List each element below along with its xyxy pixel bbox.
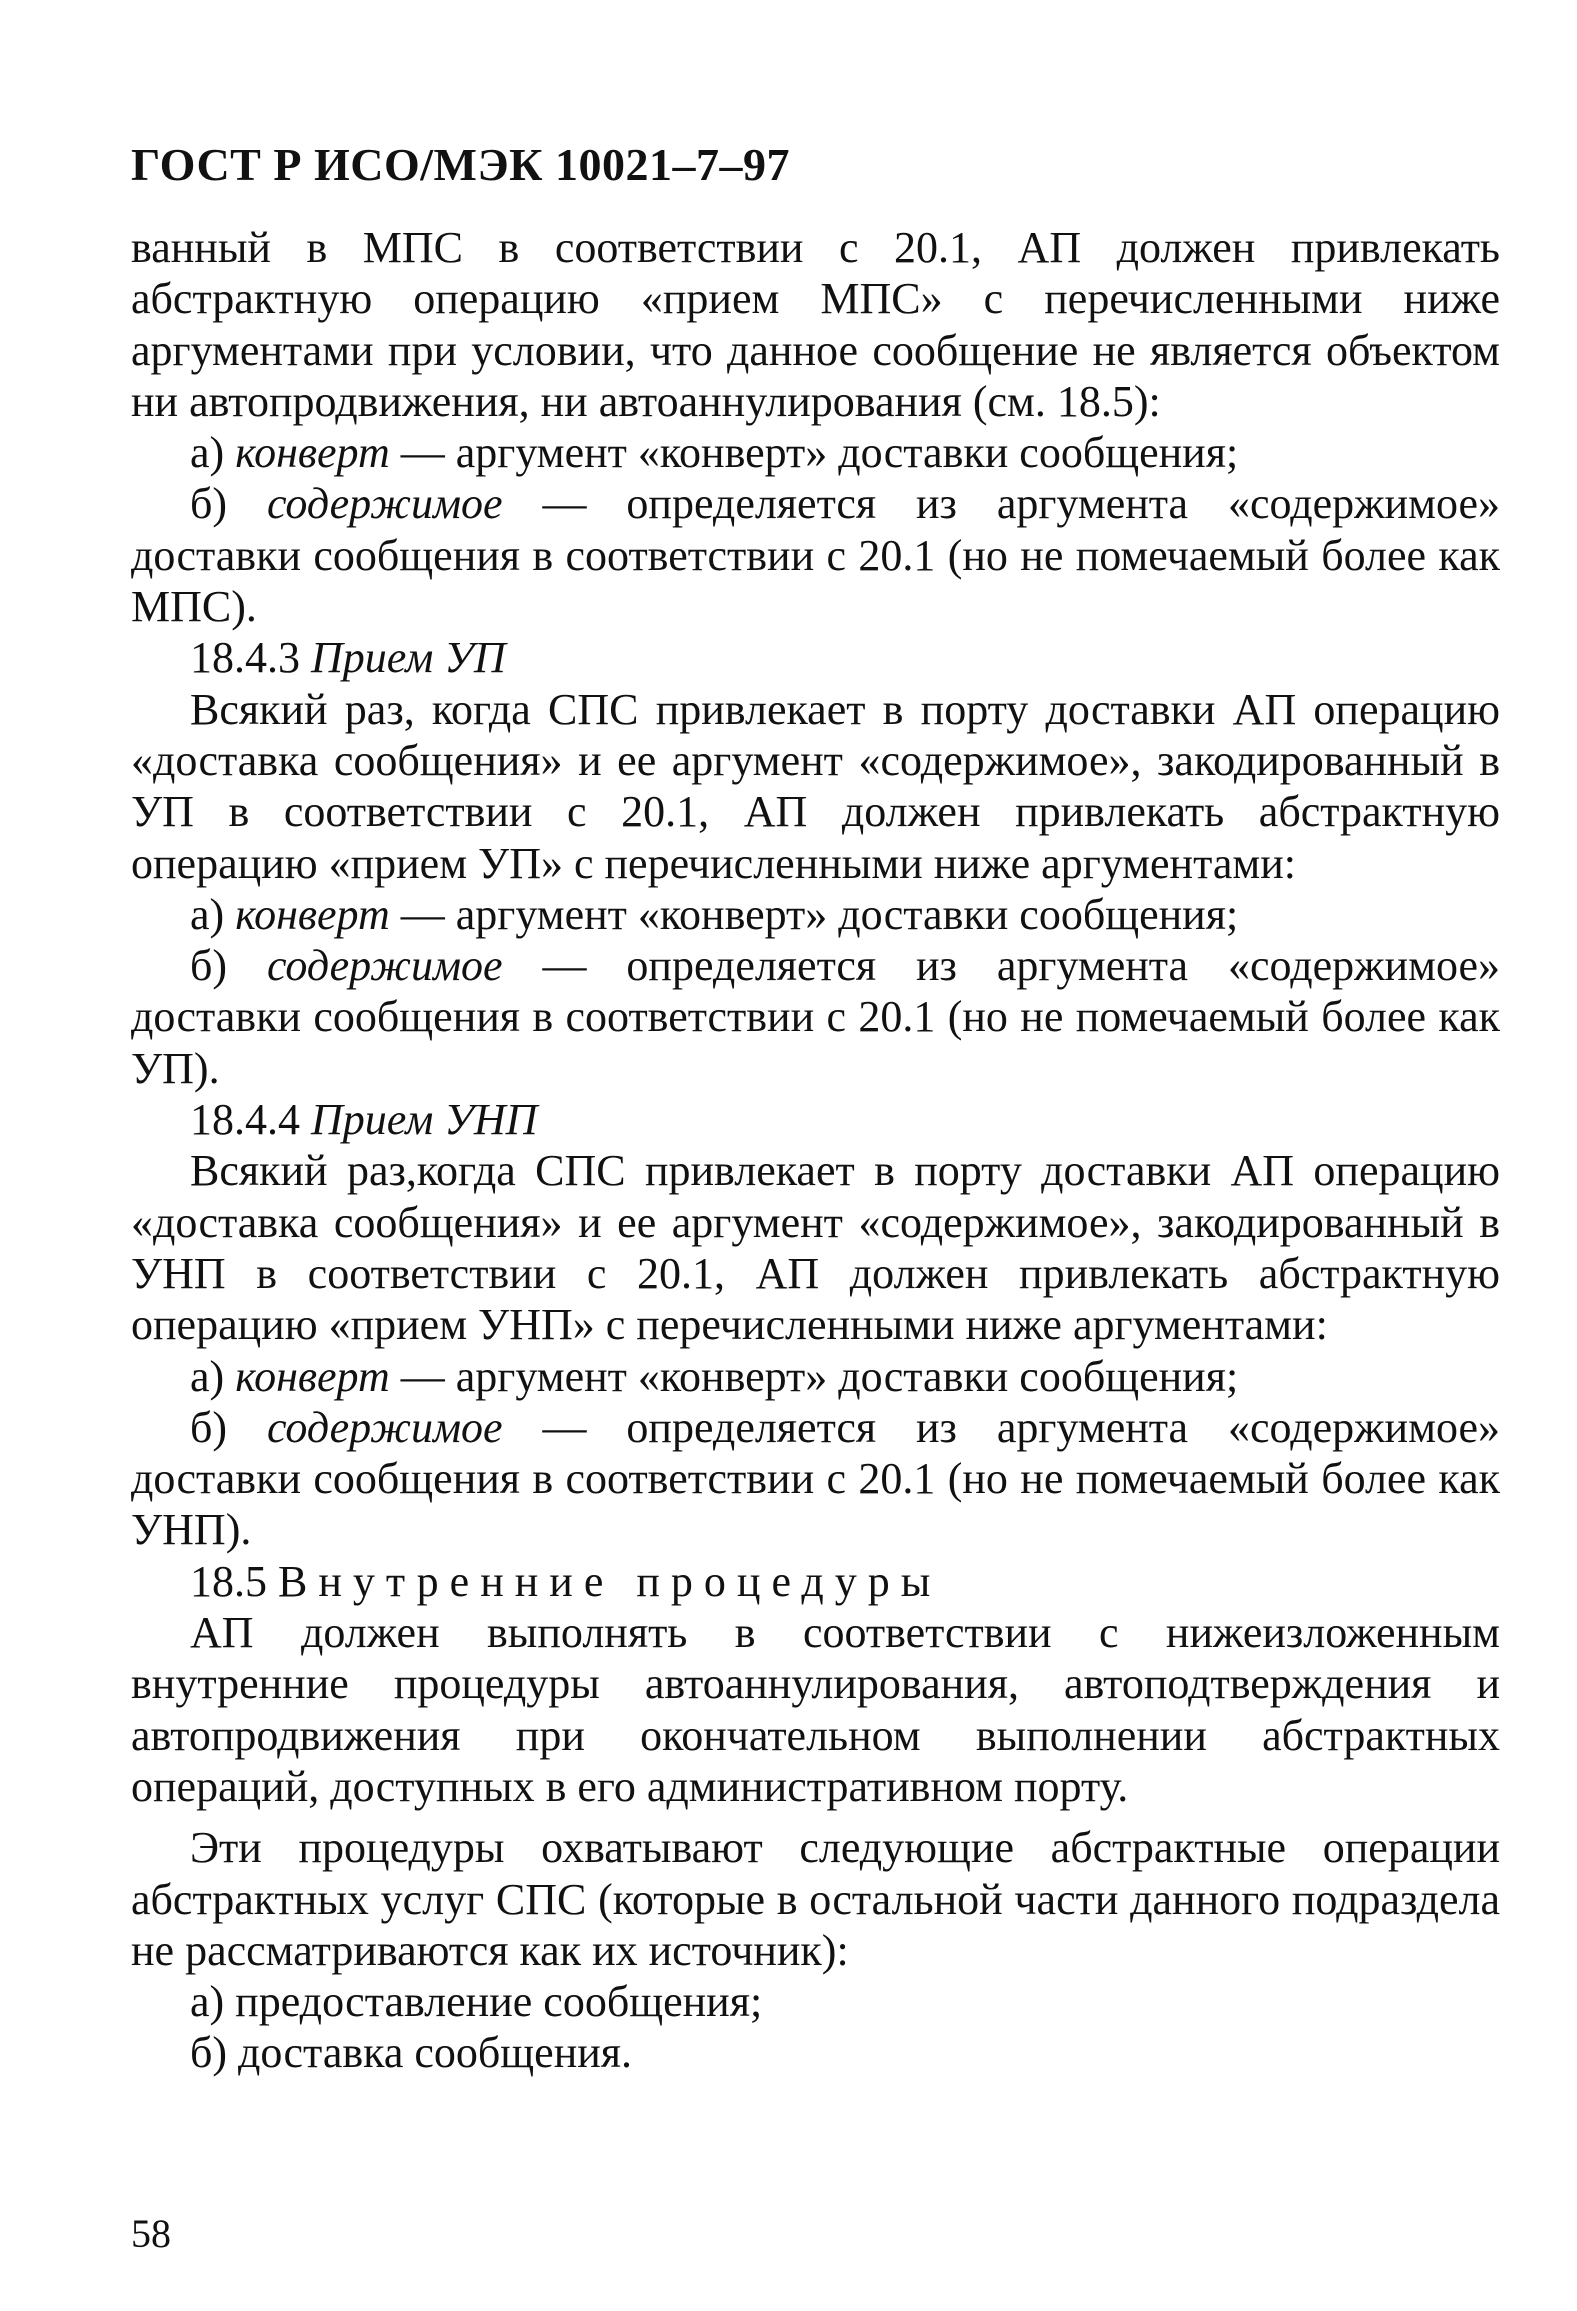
term-italic: содержимое [266,479,503,529]
paragraph-procedures-scope: Эти процедуры охватывают следующие абстрактные операции абстрактных услуг СПС (которые в остальной части данного подраздела не рассматриваются как их источник): [131,1823,1500,1975]
section-heading-18-5 [131,1556,1500,1607]
term-italic: конверт [235,428,390,478]
section-title: Прием УНП [311,1095,538,1145]
list-item-text: — определяется из аргумента «содержимое» доставки сообщения в соответствии с 20.1 (но не помечаемый более как УП). [131,941,1501,1093]
list-item-text: — определяется из аргумента «содержимое» доставки сообщения в соответствии с 20.1 (но не помечаемый более как УНП). [131,1402,1501,1555]
section-title: Внутренние процедуры [278,1556,942,1606]
list-item-b-content [131,940,1500,1094]
section-heading-18-4-4 [131,1094,1500,1145]
list-item-a-envelope [131,1351,1500,1402]
term-italic: содержимое [266,941,503,991]
list-item-a-envelope [131,889,1500,940]
paragraph-receive-up: Всякий раз, когда СПС привлекает в порту доставки АП операцию «доставка сообщения» и ее аргумент «содержимое», закодированный в УП в соответствии с 20.1, АП должен привлекать абстрактную операцию «прием УП» с перечисленными ниже аргументами: [131,684,1500,888]
list-item-b-content [131,478,1500,632]
section-heading-18-4-3 [131,632,1500,683]
section-number: 18.4.4 [190,1095,300,1145]
list-marker: а) [190,1351,225,1401]
list-item-text: — определяется из аргумента «содержимое» доставки сообщения в соответствии с 20.1 (но не помечаемый более как МПС). [131,479,1501,632]
term-italic: конверт [235,1351,390,1401]
document-header: ГОСТ Р ИСО/МЭК 10021–7–97 [131,139,790,190]
document-body [131,222,1500,2079]
list-marker: а) [190,428,225,478]
list-marker: б) [190,1402,228,1452]
section-number: 18.4.3 [190,633,300,683]
list-item-text: — аргумент «конверт» доставки сообщения; [400,1351,1239,1401]
list-item-text: — аргумент «конверт» доставки сообщения; [400,428,1239,478]
list-marker: б) [190,941,228,991]
section-title: Прием УП [311,633,506,683]
list-item-text: — аргумент «конверт» доставки сообщения; [400,889,1239,939]
list-item-a-envelope [131,427,1500,478]
section-number: 18.5 [190,1556,267,1606]
term-italic: содержимое [266,1402,503,1452]
paragraph-continued: ванный в МПС в соответствии с 20.1, АП должен привлекать абстрактную операцию «прием МПС» с перечисленными ниже аргументами при условии, что данное сообщение не является объектом ни автопродвижения, ни автоаннулирования (см. 18.5): [131,223,1500,426]
paragraph-receive-unp: Всякий раз,когда СПС привлекает в порту доставки АП операцию «доставка сообщения» и ее аргумент «содержимое», закодированный в УНП в соответствии с 20.1, АП должен привлекать абстрактную операцию «прием УНП» с перечисленными ниже аргументами: [131,1146,1500,1350]
term-italic: конверт [235,889,390,939]
list-marker: б) [190,479,228,529]
list-item-b-content [131,1402,1500,1556]
paragraph-internal-procedures: АП должен выполнять в соответствии с нижеизложенным внутренние процедуры автоаннулирования, автоподтверждения и автопродвижения при окончательном выполнении абстрактных операций, доступных в его административном порту. [131,1608,1500,1811]
list-item-a-submission: а) предоставление сообщения; [190,1977,763,2027]
list-item-b-delivery: б) доставка сообщения. [190,2028,633,2078]
list-marker: а) [190,889,225,939]
page-number: 58 [131,2211,171,2256]
